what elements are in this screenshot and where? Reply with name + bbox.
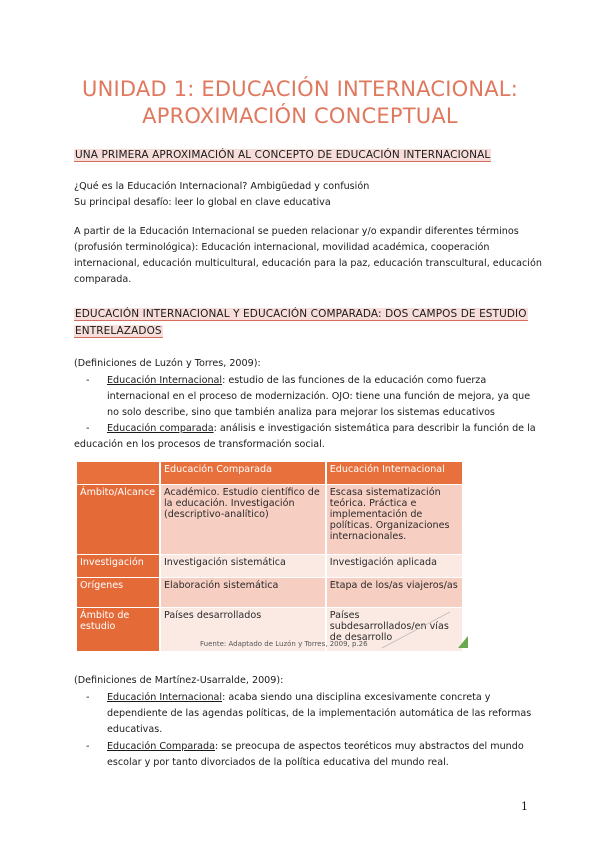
bullet-dash: - — [86, 375, 90, 386]
paragraph-line-1: A partir de la Educación Internacional se pueden relacionar y/o expandir diferentes términos — [74, 226, 519, 237]
table-cell: Escasa sistematización teórica. Práctica e implementación de políticas. Organizaciones internacionales. — [326, 485, 462, 555]
table-row — [76, 554, 462, 577]
paragraph-line-2: (profusión terminológica): Educación internacional, movilidad académica, cooperación — [74, 242, 490, 253]
section-heading-2-line-2: ENTRELAZADOS — [75, 325, 162, 337]
table-cell: Países subdesarrollados/en vías de desarrollo — [326, 607, 462, 651]
page-title — [0, 76, 600, 130]
table-header-cell — [76, 462, 160, 485]
bullet-dash: - — [86, 692, 90, 703]
term-educacion-internacional: Educación Internacional — [107, 375, 223, 386]
table-header-cell: Educación Internacional — [326, 462, 462, 485]
definition-line-3: no solo describe, sino que también analiza para mejorar los sistemas educativos — [107, 407, 495, 418]
decorative-line-graphic — [380, 610, 470, 650]
bullet-dash: - — [86, 741, 90, 752]
table-header-cell: Educación Comparada — [160, 462, 326, 485]
table-cell: Elaboración sistemática — [160, 577, 326, 607]
table-cell: Académico. Estudio científico de la educación. Investigación (descriptivo-analítico) — [160, 485, 326, 555]
definition-line-2: internacional en el proceso de modernización. OJO: tiene una función de mejora, ya que — [107, 391, 531, 402]
term-educacion-internacional: Educación Internacional — [107, 692, 223, 703]
martinez-intro — [74, 673, 534, 689]
page-number: 1 — [521, 800, 528, 813]
question-line-1: ¿Qué es la Educación Internacional? Ambigüedad y confusión — [74, 181, 370, 192]
list-item — [86, 373, 531, 421]
paragraph-line-3: internacional, educación multicultural, educación para la paz, educación transcultural, educación — [74, 258, 542, 269]
table-cell: Países desarrollados — [160, 607, 326, 651]
term-educacion-comparada: Educación Comparada — [107, 741, 215, 752]
list-item — [86, 421, 536, 437]
table-header-row — [76, 462, 462, 485]
section-heading-2-line-1: EDUCACIÓN INTERNACIONAL Y EDUCACIÓN COMPARADA: DOS CAMPOS DE ESTUDIO — [75, 308, 527, 320]
definition-line-2: educación en los procesos de transformación social. — [74, 439, 325, 450]
definition-continuation — [74, 437, 534, 453]
question-block — [74, 179, 534, 211]
table-row — [76, 485, 462, 555]
definition-text: : acaba siendo una disciplina excesivamente concreta y — [222, 692, 491, 703]
table-caption: Fuente: Adaptado de Luzón y Torres, 2009, p.26 — [200, 640, 368, 648]
luzon-intro — [74, 356, 534, 372]
intro-paragraph — [74, 224, 542, 288]
definition-line-2: escolar y por tanto divorciados de la política educativa del mundo real. — [107, 757, 449, 768]
row-label: Investigación — [76, 554, 160, 577]
row-label: Ámbito de estudio — [76, 607, 160, 651]
table-cell: Etapa de los/as viajeros/as — [326, 577, 462, 607]
definition-text: : análisis e investigación sistemática para describir la función de la — [213, 423, 536, 434]
luzon-intro-text: (Definiciones de Luzón y Torres, 2009): — [74, 358, 261, 369]
title-line-2: APROXIMACIÓN CONCEPTUAL — [142, 104, 458, 128]
section-heading-2 — [74, 306, 528, 340]
paragraph-line-4: comparada. — [74, 274, 132, 285]
title-line-1: UNIDAD 1: EDUCACIÓN INTERNACIONAL: — [82, 77, 518, 101]
definition-line-2: dependiente de las agendas políticas, de la implementación automática de las reformas — [107, 708, 532, 719]
definition-text: : se preocupa de aspectos teoréticos muy abstractos del mundo — [215, 741, 524, 752]
definition-line-3: educativas. — [107, 724, 163, 735]
question-line-2: Su principal desafío: leer lo global en clave educativa — [74, 197, 331, 208]
table-row — [76, 577, 462, 607]
section-heading-1-text: UNA PRIMERA APROXIMACIÓN AL CONCEPTO DE EDUCACIÓN INTERNACIONAL — [75, 149, 491, 161]
row-label: Orígenes — [76, 577, 160, 607]
term-educacion-comparada: Educación comparada — [107, 423, 214, 434]
definition-text: : estudio de las funciones de la educación como fuerza — [222, 375, 487, 386]
list-item — [86, 739, 531, 771]
section-heading-1 — [74, 146, 491, 164]
bullet-dash: - — [86, 423, 90, 434]
row-label: Ámbito/Alcance — [76, 485, 160, 555]
table-cell: Investigación aplicada — [326, 554, 462, 577]
martinez-intro-text: (Definiciones de Martínez-Usarralde, 2009): — [74, 675, 284, 686]
table-cell: Investigación sistemática — [160, 554, 326, 577]
list-item — [86, 690, 532, 738]
